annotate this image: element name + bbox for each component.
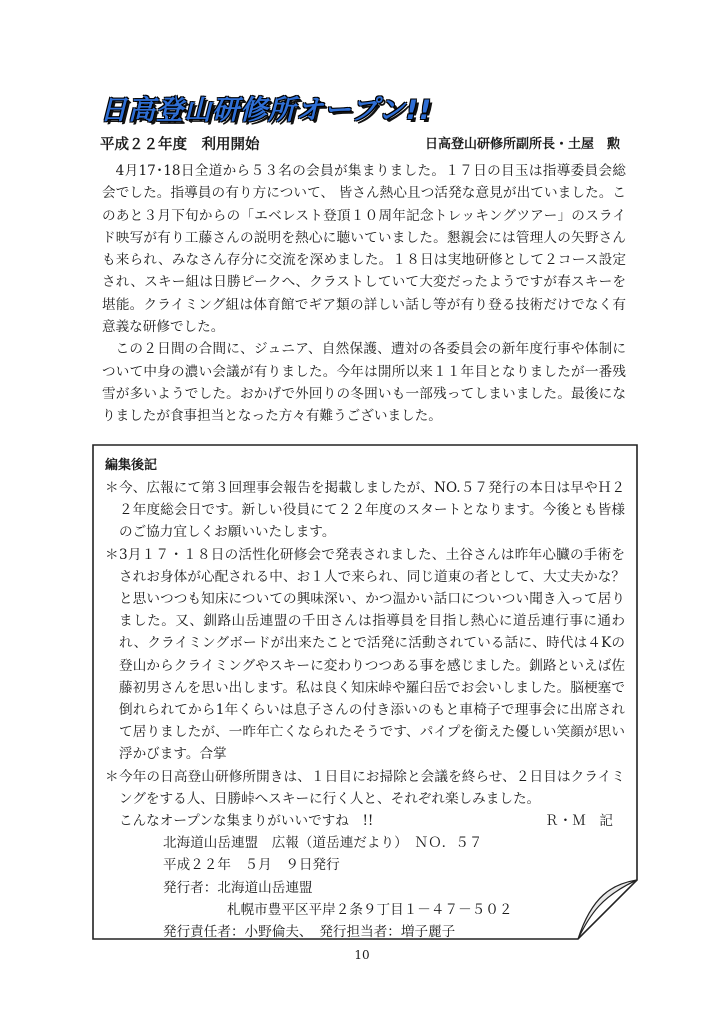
publisher-address: 札幌市豊平区平岸２条９丁目１－４７－５０２ — [227, 901, 513, 918]
note-text: 3月１７・１８日の活性化研修会で発表されました、土谷さんは昨年心臓の手術をされお身体が心配される中、お１人で来られ、同じ道東の者として、大丈夫かな？と思いつつも知床についての興味深い、かつ温かい話口についつい聞き入って居りました。又、釧路山岳連盟の千田さんは指導員を目指し熱心に道岳連行事に通われ、クライミングボードが出来たことで活発に活動されている話に、時代は４Kの登山からクライミングやスキーに変わりつつある事を感じました。釧路といえば佐藤初男さんを思い出します。私は良く知床峠や羅臼岳でお会いしました。脳梗塞で倒れられてから1年くらいは息子さんの付き添いのもと車椅子で理事会に出席されて居りましたが、一昨年亡くなられたそうです、パイプを銜えた優しい笑顔が思い浮かびます。合掌 — [119, 546, 625, 763]
article-body — [102, 160, 626, 428]
editorial-note — [105, 477, 625, 544]
usage-start-label: 平成２２年度 利用開始 — [100, 137, 260, 153]
page-number: 10 — [354, 948, 370, 962]
publisher: 発行者：北海道山岳連盟 — [163, 879, 313, 896]
editorial-note — [105, 544, 625, 766]
editorial-note — [105, 766, 625, 810]
bullet-star: ＊ — [105, 480, 119, 496]
bullet-star: ＊ — [105, 768, 119, 785]
article-subheading — [100, 135, 620, 155]
publication-date: 平成２２年 ５月 ９日発行 — [163, 857, 340, 874]
publication-staff: 発行責任者：小野倫夫、 発行担当者：増子麗子 — [163, 924, 456, 941]
editorial-heading: 編集後記 — [105, 458, 158, 473]
note-text: 今、広報にて第３回理事会報告を掲載しましたが、NO.５７発行の本日は早やＨ２２年度総会日です。新しい役員にて２２年度のスタートとなります。今後とも皆様のご協力宜しくお願いいたします。 — [119, 480, 625, 541]
article-headline: 日高登山研修所オープン!! — [100, 95, 433, 126]
bullet-star: ＊ — [105, 546, 119, 563]
publication-title: 北海道山岳連盟 広報（道岳連だより） ＮＯ．５７ — [163, 835, 483, 852]
editor-signature: Ｒ・Ｍ 記 — [545, 813, 613, 830]
closing-text: こんなオープンな集まりがいいですね !! — [119, 813, 374, 830]
editorial-notes-content — [105, 457, 625, 943]
editorial-notes-box — [92, 444, 638, 940]
article-paragraph: 4月17･18日全道から５３名の会員が集まりました。１７日の目玉は指導委員会総会でした。指導員の有り方について、 皆さん熱心且つ活発な意見が出ていました。このあと３月下旬からの「エベレスト登頂１０周年記念トレッキングツアー」のスライド映写が有り工藤さんの説明を熱心に聴いていました。懇親会には管理人の矢野さんも来られ、みなさん存分に交流を深めました。１８日は実地研修として２コース設定され、スキー組は日勝ピークへ、クラストしていて大変だったようですが春スキーを堪能。クライミング組は体育館でギア類の詳しい話し等が有り登る技術だけでなく有意義な研修でした。 — [102, 163, 626, 336]
article-paragraph: この２日間の合間に、ジュニア、自然保護、遭対の各委員会の新年度行事や体制について中身の濃い会議が有りました。今年は開所以来１１年目となりましたが一番残雪が多いようでした。おかげで外回りの冬囲いも一部残ってしまいました。最後になりましたが食事担当となった方々有難うございました。 — [102, 341, 626, 425]
note-text: 今年の日高登山研修所開きは、１日目にお掃除と会議を終らせ、２日目はクライミングをする人、日勝峠へスキーに行く人と、それぞれ楽しみました。 — [119, 768, 625, 807]
author-byline: 日高登山研修所副所長・土屋 勲 — [424, 137, 620, 152]
closing-line — [105, 810, 625, 832]
publication-info — [105, 832, 625, 943]
